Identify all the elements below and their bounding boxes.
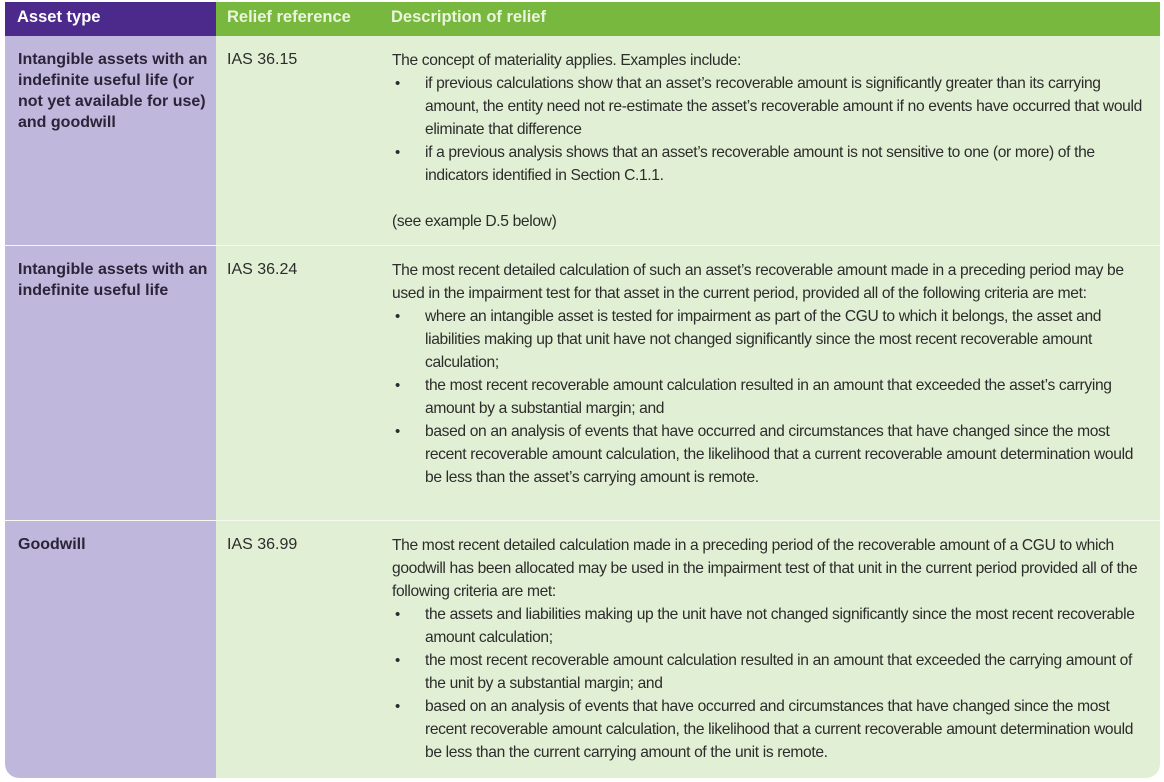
asset-type-cell: Goodwill (18, 536, 86, 553)
criteria-list (392, 72, 1148, 187)
criteria-list (392, 305, 1148, 489)
list-item: • the most recent recoverable amount calculation resulted in an amount that exceeded the asset’s carrying amount by a substantial margin; and (392, 374, 1148, 420)
criteria-list (392, 603, 1148, 764)
header-description: Description of relief (391, 8, 546, 26)
description-cell (380, 521, 1160, 778)
table-row (5, 245, 1160, 521)
impairment-relief-table (5, 2, 1160, 778)
relief-reference-cell: IAS 36.99 (227, 536, 298, 553)
header-asset-type: Asset type (5, 2, 216, 36)
list-item: • based on an analysis of events that have occurred and circumstances that have changed since the most recent recoverable amount calculation, the likelihood that a current recoverable amount determination would be less than the current carrying amount of the unit is remote. (392, 695, 1148, 764)
asset-type-cell: Intangible assets with an indefinite useful life (or not yet available for use) and goodwill (18, 51, 208, 131)
table-row (5, 36, 1160, 245)
relief-reference-cell: IAS 36.24 (227, 261, 298, 278)
description-intro: The most recent detailed calculation of such an asset’s recoverable amount made in a preceding period may be used in the impairment test for that asset in the current period, provided all of the following criteria are met: (392, 262, 1124, 302)
list-item: • where an intangible asset is tested for impairment as part of the CGU to which it belongs, the asset and liabilities making up that unit have not changed significantly since the most recent recoverable amount calculation; (392, 305, 1148, 374)
example-reference-note: (see example D.5 below) (392, 213, 557, 230)
description-intro: The most recent detailed calculation made in a preceding period of the recoverable amount of a CGU to which goodwill has been allocated may be used in the impairment test of that unit in the current period provided all of the following criteria are met: (392, 537, 1138, 600)
table-row (5, 520, 1160, 778)
list-item: • the most recent recoverable amount calculation resulted in an amount that exceeded the carrying amount of the unit by a substantial margin; and (392, 649, 1148, 695)
description-cell (380, 36, 1160, 245)
description-intro: The concept of materiality applies. Examples include: (392, 52, 741, 69)
list-item: • if previous calculations show that an asset’s recoverable amount is significantly greater than its carrying amount, the entity need not re-estimate the asset’s recoverable amount if no events have occurred that would eliminate that difference (392, 72, 1148, 141)
header-relief-reference: Relief reference (227, 8, 351, 26)
list-item: • the assets and liabilities making up the unit have not changed significantly since the most recent recoverable amount calculation; (392, 603, 1148, 649)
list-item: • if a previous analysis shows that an asset’s recoverable amount is not sensitive to one (or more) of the indicators identified in Section C.1.1. (392, 141, 1148, 187)
table-header (5, 2, 1160, 36)
relief-reference-cell: IAS 36.15 (227, 51, 298, 68)
asset-type-cell: Intangible assets with an indefinite useful life (18, 261, 208, 299)
description-cell (380, 246, 1160, 521)
list-item: • based on an analysis of events that have occurred and circumstances that have changed since the most recent recoverable amount calculation, the likelihood that a current recoverable amount determination would be less than the asset’s carrying amount is remote. (392, 420, 1148, 489)
